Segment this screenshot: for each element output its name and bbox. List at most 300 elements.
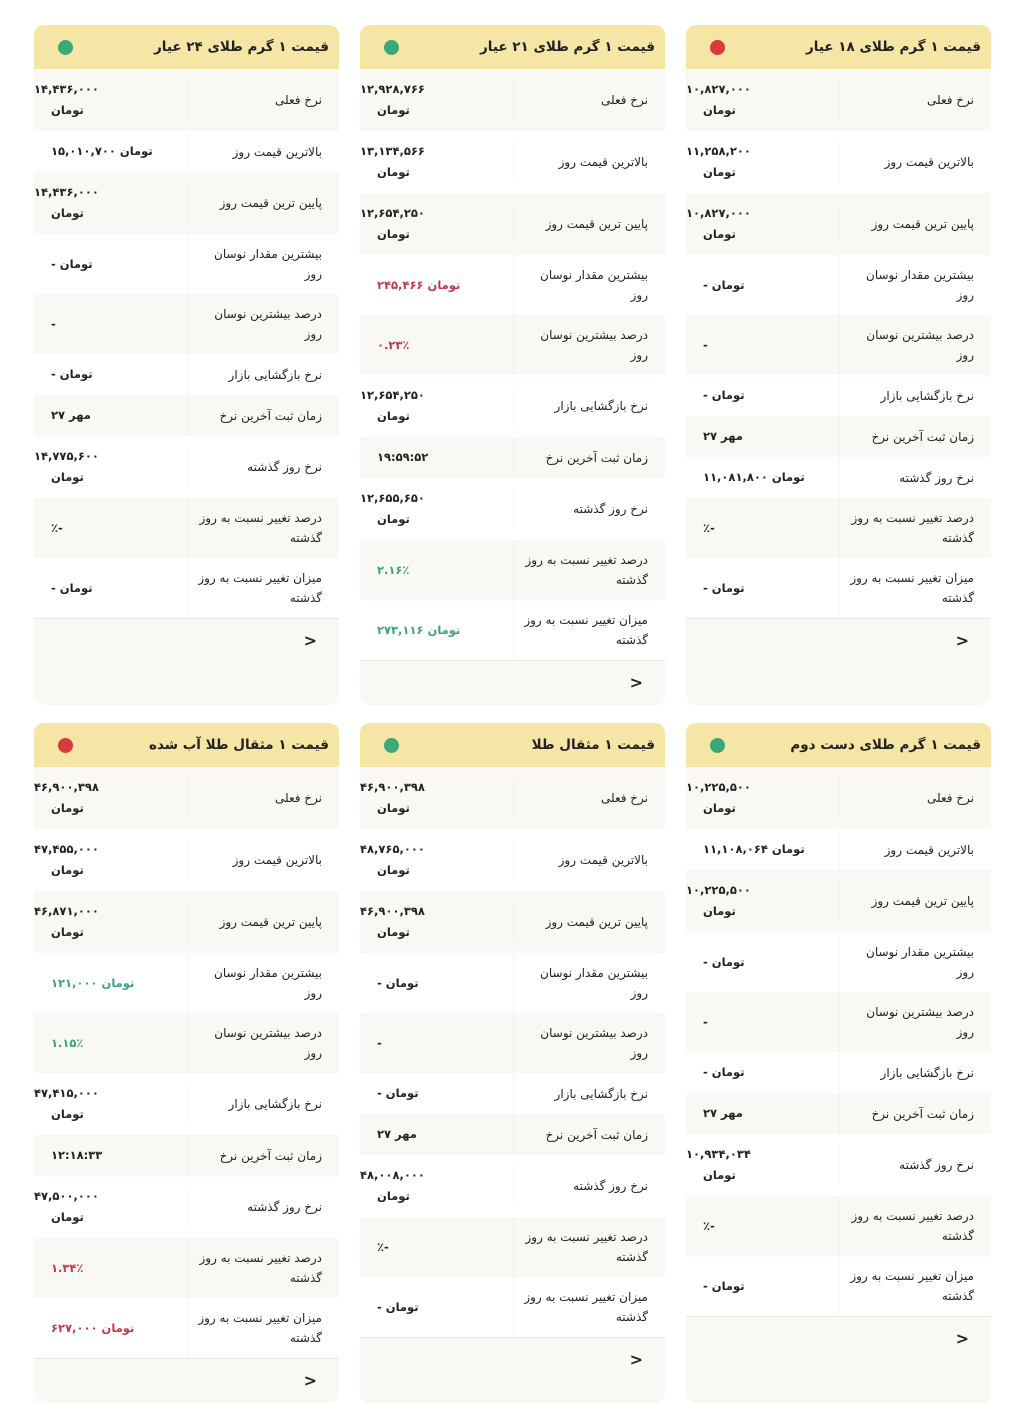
table-row — [686, 457, 991, 498]
value-number: - — [703, 388, 708, 402]
row-value — [360, 1287, 513, 1328]
value-unit: تومان — [703, 103, 736, 117]
table-row — [360, 193, 665, 255]
row-value — [34, 1248, 187, 1289]
value-number: ۱۳,۱۳۴,۵۶۶ — [360, 144, 425, 158]
value-unit: تومان — [51, 206, 84, 220]
table-row — [34, 1176, 339, 1238]
table-row — [360, 1217, 665, 1277]
row-value — [34, 1135, 187, 1176]
row-label: زمان ثبت آخرین نرخ — [187, 396, 340, 436]
row-label: نرخ بازگشایی بازار — [513, 386, 666, 426]
value-unit: تومان — [119, 144, 153, 158]
value-unit: تومان — [703, 1168, 736, 1182]
table-row — [360, 1073, 665, 1114]
value-number: ۲۷ مهر — [703, 429, 743, 443]
value-unit: تومان — [771, 842, 805, 856]
value-number: ۱.۳۴٪ — [51, 1260, 84, 1275]
table-row — [686, 416, 991, 457]
value-number: ۱۱,۰۸۱,۸۰۰ — [703, 470, 768, 484]
row-label: پایین ترین قیمت روز — [839, 881, 992, 921]
row-value — [360, 325, 513, 366]
row-value — [686, 942, 839, 983]
row-label: زمان ثبت آخرین نرخ — [513, 438, 666, 478]
table-row — [34, 234, 339, 294]
row-value — [686, 193, 839, 255]
row-value — [360, 69, 513, 131]
card-footer — [34, 618, 339, 705]
table-row — [360, 600, 665, 660]
table-row — [360, 829, 665, 891]
row-value — [686, 870, 839, 932]
value-number: ۲۷۳,۱۱۶ — [377, 622, 424, 637]
card-header — [34, 25, 339, 69]
row-label: نرخ روز گذشته — [513, 1166, 666, 1206]
row-value — [686, 265, 839, 306]
status-dot-icon — [710, 738, 725, 753]
table-row — [34, 395, 339, 436]
value-unit: تومان — [703, 801, 736, 815]
row-label: نرخ فعلی — [513, 778, 666, 818]
chevron-left-icon[interactable]: < — [955, 631, 969, 650]
table-row — [686, 255, 991, 315]
row-value — [360, 963, 513, 1004]
row-value — [360, 1114, 513, 1155]
value-unit: تومان — [771, 470, 805, 484]
row-value — [34, 963, 187, 1004]
card-rows — [360, 767, 665, 1337]
card-footer — [686, 1316, 991, 1403]
row-label: بیشترین مقدار نوسان روز — [187, 953, 340, 1013]
row-label: نرخ روز گذشته — [839, 458, 992, 498]
value-number: ۱۰,۲۲۵,۵۰۰ — [686, 883, 751, 897]
row-label: نرخ بازگشایی بازار — [839, 1053, 992, 1093]
price-card — [34, 25, 339, 705]
value-unit: تومان — [51, 470, 84, 484]
row-label: درصد بیشترین نوسان روز — [513, 315, 666, 375]
table-row — [686, 932, 991, 992]
value-unit: تومان — [101, 975, 135, 990]
table-row — [34, 1013, 339, 1073]
row-value — [34, 354, 187, 395]
value-number: - — [377, 1035, 382, 1050]
table-row — [34, 131, 339, 172]
card-header — [686, 723, 991, 767]
table-row — [686, 1052, 991, 1093]
row-value — [686, 457, 839, 498]
value-number: ۴۶,۹۰۰,۳۹۸ — [360, 904, 425, 918]
value-number: - — [703, 954, 708, 969]
row-value — [360, 1227, 513, 1268]
table-row — [686, 498, 991, 558]
value-number: ٪- — [51, 520, 63, 535]
value-number: - — [377, 1086, 382, 1100]
row-value — [686, 568, 839, 609]
table-row — [34, 294, 339, 354]
row-value — [686, 1206, 839, 1247]
value-number: ۱۰,۹۳۴,۰۳۴ — [686, 1147, 751, 1161]
value-number: - — [703, 1065, 708, 1079]
chevron-left-icon[interactable]: < — [629, 1350, 643, 1369]
table-row — [686, 193, 991, 255]
value-unit: تومان — [59, 256, 93, 271]
value-unit: تومان — [427, 277, 461, 292]
row-label: نرخ روز گذشته — [187, 1187, 340, 1227]
value-number: - — [703, 1278, 708, 1293]
table-row — [34, 1135, 339, 1176]
price-card — [360, 25, 665, 705]
card-footer — [686, 618, 991, 705]
value-unit: تومان — [703, 165, 736, 179]
table-row — [360, 478, 665, 540]
row-value — [34, 891, 187, 953]
value-number: ٪- — [703, 1218, 715, 1233]
row-label: بیشترین مقدار نوسان روز — [513, 255, 666, 315]
table-row — [360, 891, 665, 953]
table-row — [686, 829, 991, 870]
value-number: ۱۲,۹۲۸,۷۶۶ — [360, 82, 425, 96]
price-card — [686, 25, 991, 705]
value-number: - — [51, 580, 56, 595]
row-label: زمان ثبت آخرین نرخ — [187, 1136, 340, 1176]
table-row — [360, 315, 665, 375]
row-value — [686, 1093, 839, 1134]
value-number: ۱۴,۴۳۶,۰۰۰ — [34, 82, 99, 96]
card-header — [360, 723, 665, 767]
row-value — [360, 478, 513, 540]
table-row — [360, 540, 665, 600]
row-value — [34, 244, 187, 285]
row-label: پایین ترین قیمت روز — [187, 183, 340, 223]
row-label: بیشترین مقدار نوسان روز — [513, 953, 666, 1013]
row-label: بالاترین قیمت روز — [513, 142, 666, 182]
value-number: ۱۴,۴۳۶,۰۰۰ — [34, 185, 99, 199]
status-dot-icon — [710, 40, 725, 55]
value-number: ۱۰,۲۲۵,۵۰۰ — [686, 780, 751, 794]
card-title: قیمت ۱ گرم طلای دست دوم — [790, 737, 981, 753]
card-rows — [34, 69, 339, 618]
value-number: - — [51, 256, 56, 271]
card-footer — [360, 1337, 665, 1403]
value-unit: تومان — [711, 580, 745, 595]
value-unit: تومان — [51, 863, 84, 877]
row-label: پایین ترین قیمت روز — [513, 902, 666, 942]
row-value — [34, 568, 187, 609]
value-number: ۱۱,۱۰۸,۰۶۴ — [703, 842, 768, 856]
value-number: ۱۲۱,۰۰۰ — [51, 975, 98, 990]
table-row — [686, 870, 991, 932]
card-header — [34, 723, 339, 767]
row-value — [360, 131, 513, 193]
value-unit: تومان — [703, 227, 736, 241]
row-value — [34, 1308, 187, 1349]
row-value — [686, 1002, 839, 1043]
value-unit: تومان — [711, 1065, 745, 1079]
row-label: نرخ فعلی — [187, 80, 340, 120]
row-label: میزان تغییر نسبت به روز گذشته — [187, 558, 340, 618]
value-number: ۴۸,۰۰۸,۰۰۰ — [360, 1168, 425, 1182]
row-label: بیشترین مقدار نوسان روز — [839, 932, 992, 992]
row-label: درصد تغییر نسبت به روز گذشته — [839, 498, 992, 558]
value-number: - — [51, 316, 56, 331]
row-value — [34, 508, 187, 549]
chevron-left-icon[interactable]: < — [629, 673, 643, 692]
row-value — [34, 1176, 187, 1238]
value-number: ۲۷ مهر — [377, 1127, 417, 1141]
table-row — [360, 131, 665, 193]
table-row — [360, 953, 665, 1013]
row-value — [34, 1023, 187, 1064]
row-value — [686, 131, 839, 193]
table-row — [686, 1134, 991, 1196]
value-number: ۲۷ مهر — [51, 408, 91, 422]
value-number: - — [703, 1014, 708, 1029]
table-row — [34, 498, 339, 558]
row-label: پایین ترین قیمت روز — [187, 902, 340, 942]
value-number: ۱۲:۱۸:۳۳ — [51, 1148, 103, 1162]
row-value — [686, 829, 839, 870]
row-label: نرخ بازگشایی بازار — [187, 355, 340, 395]
table-row — [34, 767, 339, 829]
row-value — [360, 437, 513, 478]
value-number: ۰.۲۳٪ — [377, 337, 410, 352]
table-row — [686, 315, 991, 375]
value-number: ۶۲۷,۰۰۰ — [51, 1320, 98, 1335]
row-value — [360, 767, 513, 829]
value-unit: تومان — [51, 925, 84, 939]
row-value — [34, 172, 187, 234]
card-header — [686, 25, 991, 69]
row-value — [34, 304, 187, 345]
value-unit: تومان — [377, 227, 410, 241]
card-rows — [686, 69, 991, 618]
row-value — [360, 829, 513, 891]
row-label: نرخ فعلی — [839, 80, 992, 120]
table-row — [686, 558, 991, 618]
row-label: درصد بیشترین نوسان روز — [839, 315, 992, 375]
value-number: ۱۲,۶۵۵,۶۵۰ — [360, 491, 425, 505]
row-label: میزان تغییر نسبت به روز گذشته — [839, 1256, 992, 1316]
card-footer — [34, 1358, 339, 1403]
value-unit: تومان — [59, 367, 93, 381]
value-number: - — [377, 1299, 382, 1314]
status-dot-icon — [58, 40, 73, 55]
price-card — [686, 723, 991, 1403]
value-unit: تومان — [101, 1320, 135, 1335]
row-label: نرخ بازگشایی بازار — [187, 1084, 340, 1124]
card-title: قیمت ۱ گرم طلای ۱۸ عیار — [805, 39, 981, 55]
table-row — [34, 69, 339, 131]
table-row — [360, 1013, 665, 1073]
value-unit: تومان — [385, 1086, 419, 1100]
row-label: نرخ روز گذشته — [839, 1145, 992, 1185]
row-label: بالاترین قیمت روز — [513, 840, 666, 880]
table-row — [686, 1196, 991, 1256]
row-value — [34, 1073, 187, 1135]
row-label: بالاترین قیمت روز — [839, 142, 992, 182]
status-dot-icon — [384, 40, 399, 55]
row-value — [686, 1134, 839, 1196]
card-header — [360, 25, 665, 69]
row-label: پایین ترین قیمت روز — [839, 204, 992, 244]
value-number: ۱۹:۵۹:۵۲ — [377, 450, 429, 464]
row-value — [686, 69, 839, 131]
value-unit: تومان — [427, 622, 461, 637]
value-unit: تومان — [51, 103, 84, 117]
row-label: زمان ثبت آخرین نرخ — [513, 1115, 666, 1155]
value-number: ۴۶,۹۰۰,۳۹۸ — [360, 780, 425, 794]
table-row — [686, 131, 991, 193]
row-value — [686, 767, 839, 829]
row-value — [360, 610, 513, 651]
value-number: ۴۶,۸۷۱,۰۰۰ — [34, 904, 99, 918]
row-value — [34, 767, 187, 829]
table-row — [34, 172, 339, 234]
row-label: درصد بیشترین نوسان روز — [839, 992, 992, 1052]
table-row — [686, 992, 991, 1052]
row-label: میزان تغییر نسبت به روز گذشته — [513, 600, 666, 660]
value-number: ۴۷,۴۱۵,۰۰۰ — [34, 1086, 99, 1100]
table-row — [34, 1298, 339, 1358]
row-label: بالاترین قیمت روز — [839, 830, 992, 870]
table-row — [360, 1155, 665, 1217]
value-unit: تومان — [377, 1189, 410, 1203]
table-row — [360, 767, 665, 829]
card-title: قیمت ۱ مثقال طلا آب شده — [148, 737, 329, 753]
table-row — [686, 767, 991, 829]
value-number: ۱۲,۶۵۴,۲۵۰ — [360, 206, 425, 220]
value-unit: تومان — [711, 1278, 745, 1293]
table-row — [360, 1114, 665, 1155]
card-title: قیمت ۱ مثقال طلا — [531, 737, 655, 753]
value-unit: تومان — [377, 801, 410, 815]
row-label: زمان ثبت آخرین نرخ — [839, 417, 992, 457]
value-unit: تومان — [51, 1107, 84, 1121]
row-label: درصد بیشترین نوسان روز — [187, 1013, 340, 1073]
chevron-left-icon[interactable]: < — [303, 1371, 317, 1390]
row-label: درصد تغییر نسبت به روز گذشته — [513, 1217, 666, 1277]
row-value — [686, 1266, 839, 1307]
value-number: ۱۱,۲۵۸,۲۰۰ — [686, 144, 751, 158]
value-unit: تومان — [51, 1210, 84, 1224]
value-number: - — [51, 367, 56, 381]
table-row — [360, 255, 665, 315]
row-label: زمان ثبت آخرین نرخ — [839, 1094, 992, 1134]
row-label: نرخ فعلی — [839, 778, 992, 818]
row-label: بیشترین مقدار نوسان روز — [187, 234, 340, 294]
row-label: میزان تغییر نسبت به روز گذشته — [513, 1277, 666, 1337]
row-value — [686, 325, 839, 366]
row-label: درصد تغییر نسبت به روز گذشته — [187, 1238, 340, 1298]
value-unit: تومان — [377, 165, 410, 179]
row-label: بیشترین مقدار نوسان روز — [839, 255, 992, 315]
row-value — [686, 416, 839, 457]
table-row — [34, 1238, 339, 1298]
row-label: میزان تغییر نسبت به روز گذشته — [839, 558, 992, 618]
card-rows — [34, 767, 339, 1358]
row-label: میزان تغییر نسبت به روز گذشته — [187, 1298, 340, 1358]
row-value — [34, 131, 187, 172]
value-number: ۱۴,۷۷۵,۶۰۰ — [34, 449, 99, 463]
row-label: نرخ فعلی — [187, 778, 340, 818]
row-value — [360, 1155, 513, 1217]
row-label: نرخ روز گذشته — [187, 447, 340, 487]
row-label: نرخ روز گذشته — [513, 489, 666, 529]
table-row — [34, 436, 339, 498]
row-label: درصد تغییر نسبت به روز گذشته — [187, 498, 340, 558]
value-unit: تومان — [59, 580, 93, 595]
card-rows — [686, 767, 991, 1316]
row-value — [360, 1023, 513, 1064]
table-row — [360, 69, 665, 131]
value-number: - — [703, 277, 708, 292]
table-row — [34, 354, 339, 395]
row-value — [360, 550, 513, 591]
table-row — [34, 558, 339, 618]
row-label: نرخ فعلی — [513, 80, 666, 120]
table-row — [360, 437, 665, 478]
value-number: ٪- — [377, 1239, 389, 1254]
value-number: ٪- — [703, 520, 715, 535]
value-unit: تومان — [385, 975, 419, 990]
table-row — [686, 69, 991, 131]
row-label: درصد تغییر نسبت به روز گذشته — [839, 1196, 992, 1256]
value-unit: تومان — [711, 388, 745, 402]
card-title: قیمت ۱ گرم طلای ۲۴ عیار — [153, 39, 329, 55]
row-value — [360, 1073, 513, 1114]
value-unit: تومان — [377, 409, 410, 423]
row-label: نرخ بازگشایی بازار — [513, 1074, 666, 1114]
value-unit: تومان — [377, 863, 410, 877]
row-label: نرخ بازگشایی بازار — [839, 376, 992, 416]
card-title: قیمت ۱ گرم طلای ۲۱ عیار — [479, 39, 655, 55]
value-unit: تومان — [711, 277, 745, 292]
value-number: ۴۸,۷۶۵,۰۰۰ — [360, 842, 425, 856]
price-card — [360, 723, 665, 1403]
value-number: - — [377, 975, 382, 990]
row-label: بالاترین قیمت روز — [187, 132, 340, 172]
table-row — [686, 1093, 991, 1134]
value-unit: تومان — [703, 904, 736, 918]
value-number: ۱.۱۵٪ — [51, 1035, 84, 1050]
table-row — [34, 891, 339, 953]
chevron-left-icon[interactable]: < — [303, 631, 317, 650]
row-value — [360, 375, 513, 437]
row-label: درصد بیشترین نوسان روز — [513, 1013, 666, 1073]
row-value — [360, 891, 513, 953]
value-unit: تومان — [377, 925, 410, 939]
row-value — [686, 508, 839, 549]
row-value — [34, 829, 187, 891]
table-row — [686, 1256, 991, 1316]
table-row — [34, 829, 339, 891]
row-value — [34, 395, 187, 436]
value-unit: تومان — [711, 954, 745, 969]
row-label: درصد بیشترین نوسان روز — [187, 294, 340, 354]
value-number: ۱۰,۸۲۷,۰۰۰ — [686, 82, 751, 96]
value-number: ۴۶,۹۰۰,۳۹۸ — [34, 780, 99, 794]
card-rows — [360, 69, 665, 660]
chevron-left-icon[interactable]: < — [955, 1329, 969, 1348]
table-row — [360, 1277, 665, 1337]
value-unit: تومان — [377, 512, 410, 526]
value-number: ۱۰,۸۲۷,۰۰۰ — [686, 206, 751, 220]
row-value — [686, 1052, 839, 1093]
row-value — [360, 265, 513, 306]
row-label: پایین ترین قیمت روز — [513, 204, 666, 244]
value-unit: تومان — [385, 1299, 419, 1314]
value-number: ۲۷ مهر — [703, 1106, 743, 1120]
